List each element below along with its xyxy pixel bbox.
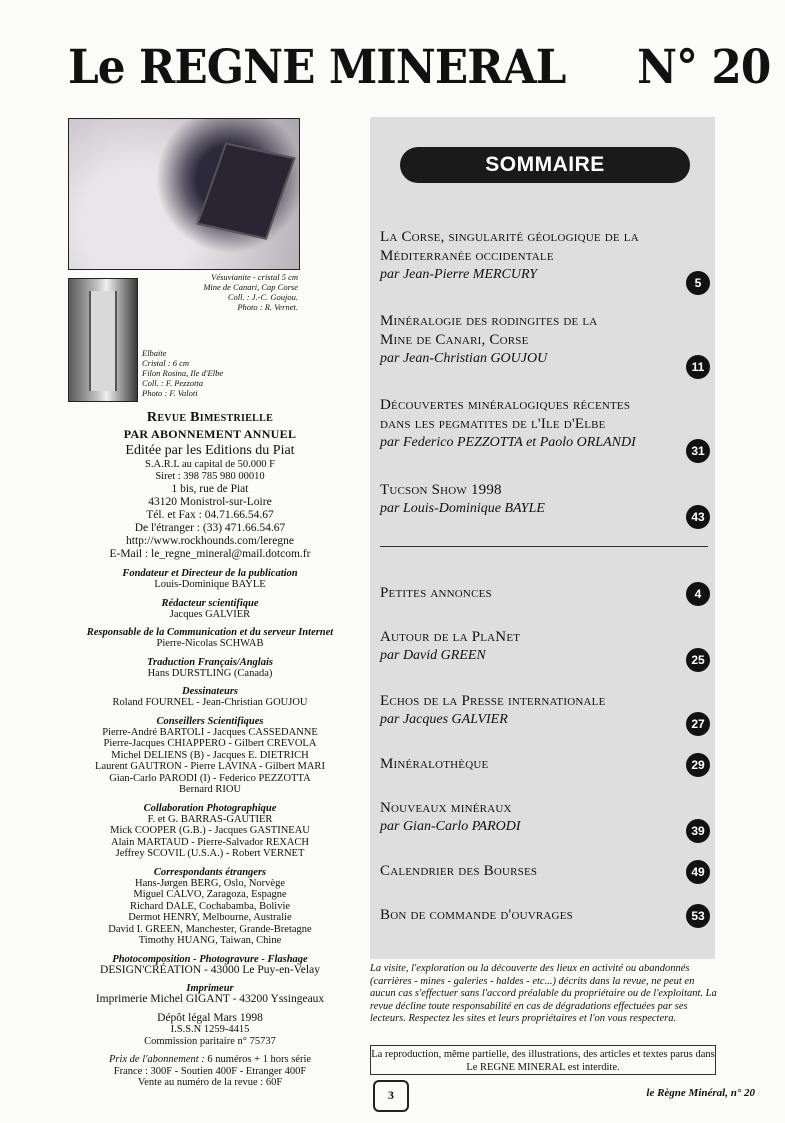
credit-name: Dermot HENRY, Melbourne, Australie (128, 912, 292, 923)
caption-line: Coll. : F. Pezzotta (142, 378, 203, 388)
article-author: par Jean-Christian GOUJOU (380, 351, 548, 366)
credit-section (68, 983, 352, 1006)
price-line (68, 1054, 352, 1066)
page-badge: 4 (686, 582, 710, 606)
rubrique-title: Autour de la PlaNet (380, 629, 521, 645)
footer-title: le Règne Minéral, n° 20 (646, 1087, 755, 1099)
credit-name: Timothy HUANG, Taiwan, Chine (138, 935, 282, 946)
credit-section (68, 803, 352, 860)
price-line: France : 300F - Soutien 400F - Etranger 400F (113, 1065, 307, 1077)
sommaire-title: SOMMAIRE (400, 147, 690, 183)
credit-role: Imprimeur (186, 983, 234, 994)
elbaite-photo (68, 278, 138, 402)
page-badge: 27 (686, 712, 710, 736)
credit-role: Responsable de la Communication et du serveur Internet (86, 627, 334, 638)
company-detail: Siret : 398 785 980 00010 (155, 471, 265, 482)
credit-name: Roland FOURNEL - Jean-Christian GOUJOU (112, 697, 308, 708)
article-title: Découvertes minéralogiques récentes (380, 397, 631, 413)
contact-line: De l'étranger : (33) 471.66.54.67 (134, 522, 286, 534)
crystal-shape (196, 142, 295, 240)
credit-name: Mick COOPER (G.B.) - Jacques GASTINEAU (110, 825, 310, 836)
article-author: par Jean-Pierre MERCURY (380, 267, 538, 282)
credit-name: Pierre-Nicolas SCHWAB (156, 638, 264, 649)
article-title: Mine de Canari, Corse (380, 332, 529, 348)
rubrique-title: Petites annonces (380, 585, 492, 601)
caption-line: Vésuvianite - cristal 5 cm (211, 272, 298, 282)
website-link[interactable]: http://www.rockhounds.com/leregne (126, 535, 294, 547)
credit-role: Conseillers Scientifiques (156, 715, 264, 727)
toc-article[interactable] (380, 228, 700, 284)
credit-role: Dessinateurs (181, 686, 238, 697)
email-link[interactable]: E-Mail : le_regne_mineral@mail.dotcom.fr (109, 548, 311, 560)
credit-name: Alain MARTAUD - Pierre-Salvador REXACH (111, 836, 309, 848)
credit-name: Gian-Carlo PARODI (I) - Federico PEZZOTTA (109, 772, 311, 784)
caption-line: Photo : R. Vernet. (237, 302, 298, 312)
credit-name: Richard DALE, Cochabamba, Bolivie (129, 900, 291, 912)
editions-line: Editée par les Editions du Piat (125, 443, 295, 458)
credit-section (68, 568, 352, 591)
credit-name: Miguel CALVO, Zaragoza, Espagne (133, 889, 287, 900)
rubrique-title: Calendrier des Bourses (380, 863, 538, 879)
legal-line: Dépôt légal Mars 1998 (157, 1011, 263, 1024)
credit-name: Hans DURSTLING (Canada) (147, 667, 273, 679)
article-title: Méditerranée occidentale (380, 248, 554, 264)
price-value: 6 numéros + 1 hors série (207, 1054, 312, 1065)
credit-name: Jacques GALVIER (169, 608, 251, 620)
credit-role: Correspondants étrangers (153, 866, 267, 878)
rubrique-title: Bon de commande d'ouvrages (380, 907, 573, 923)
credit-name: Bernard RIOU (178, 784, 242, 795)
credit-section (68, 716, 352, 796)
page-badge: 31 (686, 439, 710, 463)
photo2-caption (142, 348, 262, 398)
toc-article[interactable] (380, 396, 700, 452)
credit-section (68, 686, 352, 709)
page-number: 3 (373, 1080, 409, 1112)
rubrique-title: Minéralothèque (380, 756, 489, 772)
credit-name: Pierre-André BARTOLI - Jacques CASSEDANNE (102, 726, 318, 738)
article-author: par Federico PEZZOTTA et Paolo ORLANDI (380, 435, 636, 450)
page-badge: 43 (686, 505, 710, 529)
magazine-title: Le REGNE MINERAL (68, 40, 566, 95)
page-badge: 11 (686, 355, 710, 379)
crystal-shape (89, 291, 117, 391)
credit-name: Laurent GAUTRON - Pierre LAVINA - Gilbert MARI (95, 761, 325, 772)
page-badge: 25 (686, 648, 710, 672)
price-line: Vente au numéro de la revue : 60F (137, 1077, 283, 1088)
rubrique-title: Echos de la Presse internationale (380, 693, 606, 709)
article-author: par Louis-Dominique BAYLE (380, 501, 545, 516)
article-title: Minéralogie des rodingites de la (380, 313, 598, 329)
caption-line: Photo : F. Valoti (142, 388, 198, 398)
toc-article[interactable] (380, 312, 700, 368)
caption-line: Mine de Canari, Cap Corse (203, 282, 298, 292)
contact-line: Tél. et Fax : 04.71.66.54.67 (146, 509, 274, 521)
toc-rubrique[interactable] (380, 628, 700, 665)
credit-section (68, 657, 352, 680)
toc-rubrique[interactable] (380, 906, 700, 925)
price-label: Prix de l'abonnement : (108, 1054, 205, 1065)
credit-name: F. et G. BARRAS-GAUTIER (147, 813, 273, 825)
credit-role: Fondateur et Directeur de la publication (122, 568, 298, 579)
credit-role: Traduction Français/Anglais (147, 656, 273, 668)
credit-section (68, 867, 352, 947)
page-badge: 39 (686, 819, 710, 843)
credit-name: David I. GREEN, Manchester, Grande-Bretagne (108, 923, 312, 935)
credit-name: Pierre-Jacques CHIAPPERO - Gilbert CREVOLA (103, 738, 317, 749)
toc-rubrique[interactable] (380, 862, 700, 881)
legal-line: I.S.S.N 1259-4415 (170, 1024, 250, 1035)
legal-line: Commission paritaire n° 75737 (144, 1035, 276, 1047)
toc-divider (380, 546, 708, 547)
caption-line: Filon Rosina, Ile d'Elbe (142, 368, 224, 378)
credit-name: Louis-Dominique BAYLE (154, 579, 266, 590)
rubrique-author: par David GREEN (380, 648, 486, 663)
toc-rubrique[interactable] (380, 755, 700, 774)
page-badge: 29 (686, 753, 710, 777)
rubrique-author: par Gian-Carlo PARODI (380, 819, 521, 834)
publisher-column (68, 410, 352, 1089)
company-detail: 1 bis, rue de Piat (171, 483, 249, 495)
page-badge: 49 (686, 860, 710, 884)
credit-section (68, 598, 352, 621)
rubrique-author: par Jacques GALVIER (380, 712, 508, 727)
credit-role: Rédacteur scientifique (161, 597, 259, 609)
toc-rubrique[interactable] (380, 692, 700, 729)
photo1-caption (150, 272, 298, 312)
credit-section (68, 627, 352, 650)
toc-rubrique[interactable] (380, 799, 700, 836)
company-detail: S.A.R.L au capital de 50.000 F (145, 459, 275, 470)
issue-number: N° 20 (637, 40, 771, 95)
reproduction-notice: La reproduction, même partielle, des illustrations, des articles et textes parus dans Le REGNE MINERAL est interdite. (370, 1045, 716, 1075)
vesuvianite-photo (68, 118, 300, 270)
toc-rubrique[interactable] (380, 584, 700, 603)
article-title: dans les pegmatites de l'Ile d'Elbe (380, 416, 606, 432)
article-title: La Corse, singularité géologique de la (380, 229, 639, 245)
caption-line: Elbaïte (142, 348, 167, 358)
company-detail: 43120 Monistrol-sur-Loire (148, 496, 272, 508)
toc-article[interactable] (380, 481, 700, 518)
page-badge: 5 (686, 271, 710, 295)
revue-line: Revue Bimestrielle (146, 410, 274, 425)
rubrique-title: Nouveaux minéraux (380, 800, 512, 816)
credit-name: Michel DELIENS (B) - Jacques E. DIETRICH (111, 749, 309, 761)
article-title: Tucson Show 1998 (380, 482, 502, 498)
credit-name: Jeffrey SCOVIL (U.S.A.) - Robert VERNET (115, 848, 305, 859)
credit-section (68, 954, 352, 977)
visit-notice: La visite, l'exploration ou la découverte des lieux en activité ou abandonnés (carrières - mines - galeries - haldes - etc...) décrits dans la revue, ne peut en aucun cas s'effectuer sans l'accord préalable du propriétaire ou de l'exploitant. La revue décline toute responsabilité en cas de dégradations effectuées par ses lecteurs. Respectez les sites et leurs propriétaires et l'on vous respectera. (370, 963, 717, 1024)
abonnement-line: PAR ABONNEMENT ANNUEL (123, 427, 297, 441)
caption-line: Coll. : J.-C. Goujou. (227, 292, 298, 302)
credit-role: Collaboration Photographique (143, 802, 277, 814)
caption-line: Cristal : 6 cm (142, 358, 189, 368)
credit-name: Hans-Jørgen BERG, Oslo, Norvège (135, 877, 285, 889)
masthead (68, 40, 771, 100)
credit-name: DESIGN'CRÉATION - 43000 Le Puy-en-Velay (100, 963, 320, 976)
credit-name: Imprimerie Michel GIGANT - 43200 Yssingeaux (95, 993, 325, 1005)
page-badge: 53 (686, 904, 710, 928)
credit-role: Photocomposition - Photogravure - Flashage (112, 953, 308, 965)
